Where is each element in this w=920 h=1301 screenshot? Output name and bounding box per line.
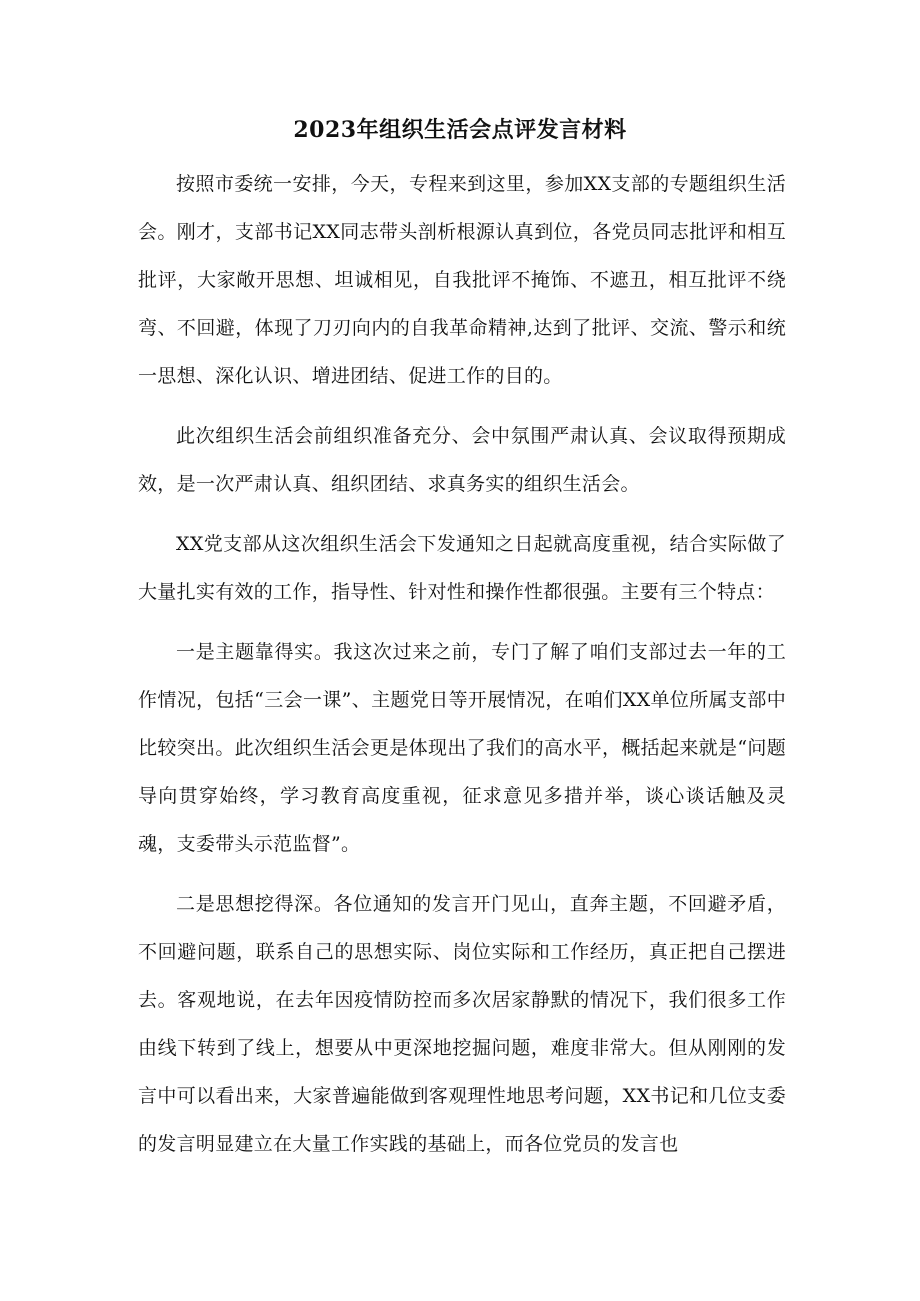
paragraph-3: XX党支部从这次组织生活会下发通知之日起就高度重视，结合实际做了大量扎实有效的工作，指导性、针对性和操作性都很强。主要有三个特点：: [138, 533, 786, 603]
paragraph-4: 一是主题靠得实。我这次过来之前，专门了解了咱们支部过去一年的工作情况，包括“三会一课”、主题党日等开展情况，在咱们XX单位所属支部中比较突出。此次组织生活会更是体现出了我们的高水平，概括起来就是“问题导向贯穿始终，学习教育高度重视，征求意见多措并举，谈心谈话触及灵魂，支委带头示范监督”。: [138, 641, 786, 855]
paragraph-2: 此次组织生活会前组织准备充分、会中氛围严肃认真、会议取得预期成效，是一次严肃认真、组织团结、求真务实的组织生活会。: [138, 425, 786, 495]
document-body: [138, 160, 786, 1180]
document-title: 2023年组织生活会点评发言材料: [293, 117, 627, 143]
paragraph-1: 按照市委统一安排，今天，专程来到这里，参加XX支部的专题组织生活会。刚才，支部书记XX同志带头剖析根源认真到位，各党员同志批评和相互批评，大家敞开思想、坦诚相见，自我批评不掩饰、不遮丑，相互批评不绕弯、不回避，体现了刀刃向内的自我革命精神,达到了批评、交流、警示和统一思想、深化认识、增进团结、促进工作的目的。: [138, 173, 786, 387]
paragraph-5: 二是思想挖得深。各位通知的发言开门见山，直奔主题，不回避矛盾，不回避问题，联系自己的思想实际、岗位实际和工作经历，真正把自己摆进去。客观地说，在去年因疫情防控而多次居家静默的情况下，我们很多工作由线下转到了线上，想要从中更深地挖掘问题，难度非常大。但从刚刚的发言中可以看出来，大家普遍能做到客观理性地思考问题，XX书记和几位支委的发言明显建立在大量工作实践的基础上，而各位党员的发言也: [138, 893, 786, 1155]
